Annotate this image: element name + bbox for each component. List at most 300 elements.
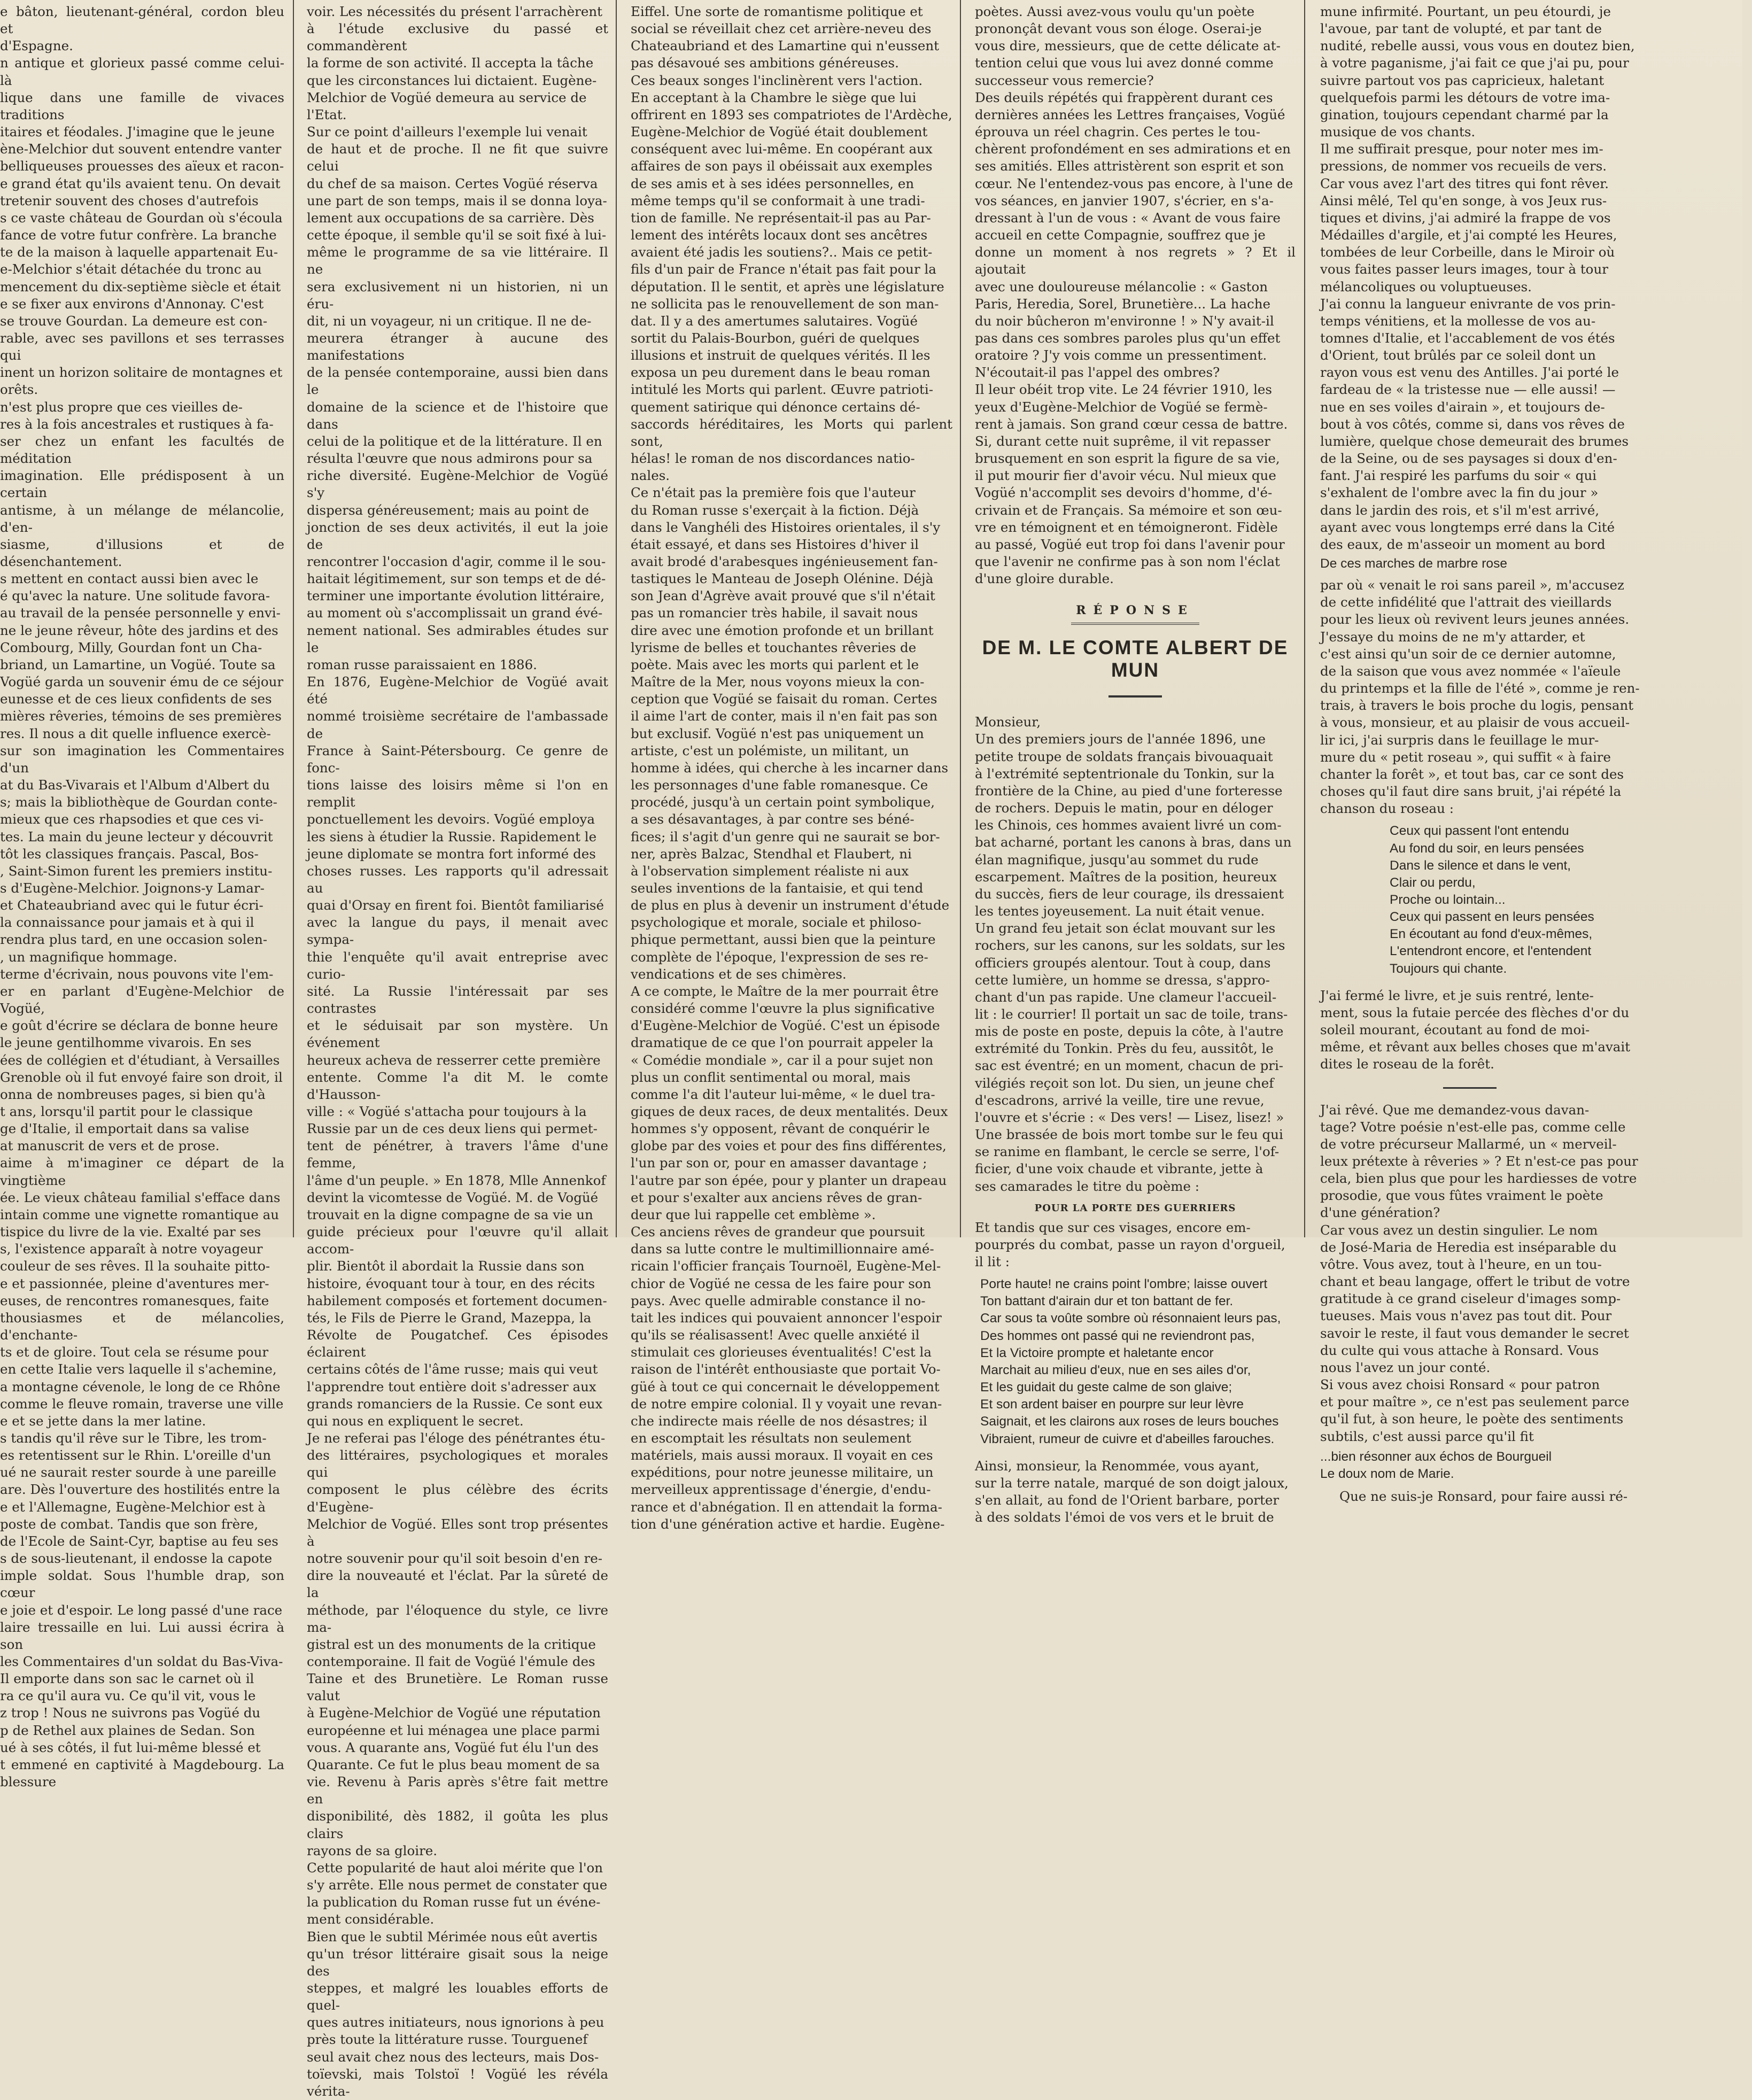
text-line: escarpement. Maîtres de la position, heureux [975,869,1277,885]
text-line: éprouva un réel chagrin. Ces pertes le tou- [975,124,1261,140]
text-line: pas un romancier très habile, il savait nous [631,605,918,621]
text-line: Vibraient, rumeur de cuivre et d'abeilles farouches. [980,1431,1275,1446]
text-line: de la saison que vous avez nommée « l'aïeule [1320,663,1621,679]
text-line: ville : « Vogüé s'attacha pour toujours à la [307,1104,587,1119]
text-line: donne un moment à nos regrets » ? Et il ajoutait [975,244,1296,277]
text-line: crivain et de Français. Sa mémoire et son œu- [975,502,1282,518]
text-line: fils d'un pair de France n'était pas fait pour la [631,261,936,277]
text-line: Cette popularité de haut aloi mérite que l'on [307,1859,603,1876]
text-line: disponibilité, dès 1882, il goûta les plus clairs [307,1808,608,1841]
section-heading-reponse: RÉPONSE [1071,603,1199,625]
text-line: du succès, fiers de leur courage, ils dressaient [975,886,1284,902]
text-line: les Commentaires d'un soldat du Bas-Viva- [0,1654,283,1669]
verse-tail [1320,1448,1737,1483]
text-line: Maître de la Mer, nous voyons mieux la con- [631,674,925,690]
text-line: d'une génération? [1320,1205,1440,1221]
text-line: sur son imagination les Commentaires d'un [0,742,284,776]
text-line: saccords héréditaires, les Morts qui parlent sont, [631,416,952,449]
text-line: J'ai fermé le livre, et je suis rentré, lente- [1320,987,1594,1003]
text-line: de cette infidélité que l'attrait des vieillards [1320,594,1612,610]
text-line: ques autres initiateurs, nous ignorions à peu [307,2014,604,2031]
text-line: Dans le silence et dans le vent, [1390,858,1571,873]
text-line: ée. Le vieux château familial s'efface dans [0,1189,281,1205]
text-line: vie. Revenu à Paris après s'être fait mettre en [307,1774,608,1807]
text-line: à l'observation simplement réaliste ni aux [631,863,909,879]
text-line: de la Seine, ou de ses paysages si doux d'en- [1320,451,1617,467]
text-line: l'âme d'un peuple. » En 1878, Mlle Annenkof [307,1172,606,1188]
text-line: meurera étranger à aucune des manifestations [307,330,608,363]
quote-line: De ces marches de marbre rose [1320,556,1507,571]
text-line: pour les lieux où revivent leurs jeunes années. [1320,611,1630,627]
text-line: subtils, c'est aussi parce qu'il fit [1320,1428,1534,1444]
text-line: ment, sous la futaie percée des flèches d'or du [1320,1004,1630,1020]
text-line: avec la langue du pays, il menait avec sympa- [307,915,608,948]
text-line: cœur. Ne l'entendez-vous pas encore, à l'une de [975,175,1293,191]
text-line: güé à tout ce qui concernait le développement [631,1378,940,1394]
text-line: comme le fleuve romain, traverse une ville [0,1396,284,1412]
text-line: mières rêveries, témoins de ses premières [0,708,282,724]
text-line: N'écoutait-il pas l'appel des ombres? [975,365,1220,381]
text-line: c'est ainsi qu'un soir de ce dernier automne, [1320,646,1616,662]
text-line: d'une gloire durable. [975,571,1114,587]
text-line: s tandis qu'il rêve sur le Tibre, les trom- [0,1430,267,1446]
text-column-4 [970,0,1301,1525]
text-line: Il me suffirait presque, pour noter mes im- [1320,141,1603,157]
text-line: dites le roseau de la forêt. [1320,1056,1494,1072]
text-line: mieux que ces rhapsodies et que ces vi- [0,811,264,827]
text-line: par où « venait le roi sans pareil », m'accusez [1320,577,1624,593]
text-line: les Chinois, ces hommes avaient livré un com- [975,817,1282,833]
text-line: au travail de la pensée personnelle y envi- [0,605,281,621]
text-line: choses russes. Les rapports qu'il adressait au [307,863,608,896]
text-line: chanter la forêt », et tout bas, car ce sont des [1320,766,1624,782]
text-line: s, l'existence apparaît à notre voyageur [0,1241,263,1257]
text-line: bout à vos côtés, comme si, dans vos rêves de [1320,416,1625,432]
text-line: at du Bas-Vivarais et l'Album d'Albert du [0,777,270,793]
text-line: s ce vaste château de Gourdan où s'écoula [0,210,283,226]
text-line: avaient été jadis les soutiens?.. Mais ce petit- [631,244,933,260]
text-line: tomnes d'Italie, et l'accablement de vos étés [1320,330,1615,346]
text-line: se trouve Gourdan. La demeure est con- [0,313,268,329]
text-line: es retentissent sur le Rhin. L'oreille d'un [0,1447,272,1463]
last-paragraph: Que ne suis-je Ronsard, pour faire aussi ré- [1339,1488,1628,1504]
text-line: « Comédie mondiale », car il a pour sujet non [631,1052,934,1068]
column-5-after-separator-text [1320,1102,1737,1445]
text-line: comme l'a dit l'auteur lui-même, « le duel tra- [631,1086,935,1102]
text-line: cela, bien plus que pour les hardiesses de votre [1320,1171,1637,1187]
text-line: à des soldats l'émoi de vos vers et le bruit de [975,1509,1274,1525]
text-line: de la pensée contemporaine, aussi bien dans le [307,365,608,398]
text-line: jonction de ses deux activités, il eut la joie de [307,519,608,552]
text-line: officiers groupés alentour. Tout à coup, dans [975,955,1271,971]
text-line: s'y arrête. Elle nous permet de constater que [307,1877,608,1893]
text-line: ées de collégien et d'étudiant, à Versailles [0,1052,280,1068]
text-line: d'Orient, tout brûlés par ce soleil dont un [1320,347,1596,363]
text-line: a montagne cévenole, le long de ce Rhône [0,1378,281,1394]
text-line: leux prétexte à rêveries » ? Et n'est-ce pas pour [1320,1153,1638,1169]
text-line: e et se jette dans la mer latine. [0,1413,206,1429]
text-line: a ses désavantages, à par contre ses béné- [631,811,914,827]
text-line: certains côtés de l'âme russe; mais qui veut [307,1361,598,1377]
text-line: Ainsi, monsieur, la Renommée, vous ayant, [975,1458,1260,1474]
text-line: Bien que le subtil Mérimée nous eût avertis [307,1928,598,1944]
text-line: que les circonstances lui dictaient. Eugène- [307,72,597,88]
text-line: vilégiés reçoit son lot. Du sien, un jeune chef [975,1075,1274,1091]
text-line: l'Etat. [307,106,347,122]
text-line: du chef de sa maison. Certes Vogüé réserva [307,175,598,191]
text-line: prononçât devant vous son éloge. Oserai-je [975,21,1262,37]
text-line: Je ne referai pas l'éloge des pénétrantes étu- [307,1430,606,1446]
text-line: ponctuellement les devoirs. Vogüé employa [307,811,595,827]
text-line: euses, de rencontres romanesques, faite [0,1292,269,1308]
text-line: complète de l'époque, l'expression de ses re- [631,949,928,965]
column-rule [960,0,961,1237]
text-line: tes. La main du jeune lecteur y découvrit [0,828,273,844]
text-line: fardeau de « la tristesse nue — elle aussi! — [1320,382,1616,398]
text-line: Melchior de Vogüé. Elles sont trop présentes à [307,1516,608,1549]
text-line: ts et de gloire. Tout cela se résume pour [0,1344,269,1360]
text-line: du printemps et la fille de l'été », comme je ren- [1320,680,1640,696]
text-line: Clair ou perdu, [1390,875,1476,890]
text-line: res. Il nous a dit quelle influence exercè- [0,725,271,741]
text-line: mune infirmité. Pourtant, un peu étourdi, je [1320,4,1611,19]
text-line: trais, à travers le bois proche du logis, pensant [1320,698,1634,714]
text-line: thousiasmes et de mélancolies, d'enchante- [0,1309,284,1343]
text-line: mure du « petit roseau », qui suffit « à faire [1320,749,1611,765]
text-line: rencontrer l'occasion d'agir, comme il le sou- [307,554,606,569]
text-line: dit, ni un voyageur, ni un critique. Il ne de- [307,313,592,329]
text-line: Des deuils répétés qui frappèrent durant ces [975,89,1273,105]
text-line: tait les indices qui pouvaient annoncer l'espoir [631,1309,942,1326]
text-line: les siens à étudier la Russie. Rapidement le [307,828,597,844]
text-line: méthode, par l'éloquence du style, ce livre ma- [307,1602,608,1635]
text-line: lir ici, j'ai surpris dans le feuillage le mur- [1320,732,1599,748]
text-line: n'est plus propre que ces vieilles de- [0,399,243,415]
text-line: près toute la littérature russe. Tourguenef [307,2032,588,2048]
text-line: s de sous-lieutenant, il endosse la capote [0,1551,273,1567]
text-line: p de Rethel aux plaines de Sedan. Son [0,1722,255,1738]
text-line: intain comme une vignette romantique au [0,1206,280,1222]
poem-verse-block [980,1276,1296,1448]
text-line: Car sous ta voûte sombre où résonnaient leurs pas, [980,1311,1281,1326]
text-line: lumière, quelque chose demeurait des brumes [1320,433,1629,449]
text-line: En écoutant au fond d'eux-mêmes, [1390,927,1593,942]
text-line: l'un par son or, pour en amasser davantage ; [631,1155,927,1171]
text-line: s mettent en contact aussi bien avec le [0,571,259,587]
column-rule [616,0,617,1237]
text-line: phique permettant, aussi bien que la peinture [631,932,936,948]
text-line: vous dire, messieurs, que de cette délicate at- [975,38,1281,54]
text-line: grands romanciers de la Russie. Ce sont eux [307,1396,603,1412]
text-line: J'essaye du moins de ne m'y attarder, et [1320,629,1585,645]
text-line: ra ce qu'il aura vu. Ce qu'il vit, vous le [0,1688,256,1704]
text-line: conséquent avec lui-même. En coopérant aux [631,141,933,157]
text-line: poètes. Aussi avez-vous voulu qu'un poète [975,4,1255,19]
text-line: d'Eugène-Melchior de Vogüé. C'est un épisode [631,1018,940,1034]
text-line: l'ouvre et s'écrie : « Des vers! — Lisez, lisez! » [975,1109,1284,1125]
text-line: européenne et lui ménagea une place parmi [307,1722,600,1738]
text-line: e et passionnée, pleine d'aventures mer- [0,1275,269,1291]
text-line: belliqueuses prouesses des aïeux et racon- [0,158,284,174]
text-line: nous l'avez un jour conté. [1320,1359,1491,1375]
text-line: quement satirique qui dénonce certains dé- [631,399,920,415]
text-line: histoire, évoquant tour à tour, en des récits [307,1275,595,1291]
text-line: Et la Victoire prompte et haletante encor [980,1345,1214,1360]
text-line: roman russe paraissaient en 1886. [307,656,537,672]
text-line: musique de vos chants. [1320,124,1476,140]
text-line: chanson du roseau : [1320,801,1454,817]
text-line: domaine de la science et de l'histoire que dans [307,399,608,432]
text-line: les personnages d'une fable romanesque. Ce [631,777,928,793]
text-line: Et les guidait du geste calme de son glaive; [980,1380,1232,1395]
text-line: Un grand feu jetait son éclat mouvant sur les [975,920,1276,936]
text-line: fance de votre futur confrère. La branche [0,227,277,243]
text-line: même, et rêvant aux belles choses que m'avait [1320,1039,1631,1055]
text-line: Car vous avez un destin singulier. Le nom [1320,1222,1598,1238]
text-line: composent le plus célèbre des écrits d'Eugène- [307,1482,608,1515]
text-line: quai d'Orsay en firent foi. Bientôt familiarisé [307,897,604,913]
text-line: Au fond du soir, en leurs pensées [1390,841,1584,856]
text-line: homme à idées, qui cherche à les incarner dans [631,760,949,776]
text-line: savoir le reste, il faut vous demander le secret [1320,1325,1629,1341]
text-line: Vogüé garda un souvenir ému de ce séjour [0,674,284,690]
text-line: Grenoble où il fut envoyé faire son droit, il [0,1069,283,1085]
text-line: ué ne saurait rester sourde à une pareille [0,1464,277,1481]
text-line: sur la terre natale, marqué de son doigt jaloux, [975,1475,1289,1491]
text-line: A ce compte, le Maître de la mer pourrait être [631,983,939,999]
text-line: Saignait, et les clairons aux roses de leurs bouches [980,1414,1279,1429]
text-line: avec une douloureuse mélancolie : « Gaston [975,278,1268,295]
text-line: qu'un trésor littéraire gisait sous la neige des [307,1946,608,1979]
text-line: habilement composés et fortement documen- [307,1292,607,1308]
text-line: tretenir souvent des choses d'autrefois [0,192,259,208]
text-line: Vogüé n'accomplit ses devoirs d'homme, d'é- [975,485,1273,501]
column-4-body-text [975,731,1296,1195]
text-line: que l'avenir ne confirme pas à son nom l'éclat [975,554,1280,569]
text-line: de notre empire colonial. Il y voyait une revan- [631,1396,942,1412]
text-line: Si, durant cette nuit suprême, il vit repasser [975,433,1270,449]
text-line: quelquefois parmi les détours de votre ima- [1320,89,1610,105]
text-line: Révolte de Pougatchef. Ces épisodes éclairent [307,1327,608,1360]
text-line: plir. Bientôt il abordait la Russie dans son [307,1258,585,1274]
text-line: jeune diplomate se montra fort informé des [307,846,596,862]
text-line: rochers, sur les canons, sur les soldats, sur les [975,937,1285,954]
text-line: e goût d'écrire se déclara de bonne heure [0,1018,278,1034]
text-line: pas dans ces sombres paroles plus qu'un effet [975,330,1281,346]
text-line: tiques et divins, j'ai admiré la frappe de vos [1320,210,1611,226]
title-rule [1108,695,1162,698]
text-line: offrirent en 1893 ses compatriotes de l'Ardèche, [631,106,952,122]
text-line: Car vous avez l'art des titres qui font rêver. [1320,175,1609,191]
text-line: nudité, rebelle aussi, vous vous en doutez bien, [1320,38,1635,54]
text-line: la publication du Roman russe fut un événe- [307,1894,601,1910]
text-line: dressant à l'un de vous : « Avant de vous faire [975,210,1281,226]
text-line: Paris, Heredia, Sorel, Brunetière... La hache [975,296,1270,312]
text-line: dire avec une émotion profonde et un brillant [631,622,934,638]
text-line: social se réveillait chez cet arrière-neveu des [631,21,932,37]
text-line: pressions, de nommer vos recueils de vers. [1320,158,1607,174]
text-line: ...bien résonner aux échos de Bourgueil [1320,1449,1552,1464]
text-line: ué à ses côtés, il fut lui-même blessé et [0,1739,261,1755]
text-line: J'ai connu la langueur enivrante de vos prin- [1320,296,1616,312]
text-line: accueil en cette Compagnie, souffrez que je [975,227,1266,243]
text-line: à l'étude exclusive du passé et commandèrent [307,21,608,54]
text-line: résulta l'œuvre que nous admirons pour sa [307,451,593,467]
text-line: ficier, d'une voix chaude et vibrante, jette à [975,1161,1263,1177]
text-line: thie l'enquête qu'il avait entreprise avec curio- [307,949,608,982]
text-line: mélancoliques ou voluptueuses. [1320,278,1532,295]
column-rule [293,0,294,1237]
text-line: France à Saint-Pétersbourg. Ce genre de fonc- [307,742,608,776]
text-line: chant et beau langage, offert le tribut de votre [1320,1274,1630,1290]
text-line: imagination. Elle prédisposent à un certain [0,468,284,501]
text-line: ses amitiés. Elles attristèrent son esprit et son [975,158,1284,174]
text-line: devint la vicomtesse de Vogüé. M. de Vogüé [307,1189,599,1205]
text-line: riche diversité. Eugène-Melchior de Vogüé s'y [307,468,608,501]
text-line: il put mourir fier d'avoir vécu. Nul mieux que [975,468,1276,484]
text-line: Ceux qui passent en leurs pensées [1390,910,1594,925]
text-line: nales. [631,468,670,484]
text-column-3 [625,0,957,1532]
text-line: chant d'un pas rapide. Une clameur l'accueil- [975,989,1277,1005]
roseau-verse-block [1325,823,1737,977]
text-line: rable, avec ses pavillons et ses terrasses qui [0,330,284,363]
text-line: En acceptant à la Chambre le siège que lui [631,89,917,105]
text-line: au passé, Vogüé eut trop foi dans l'avenir pour [975,536,1285,552]
text-line: matériels, mais aussi moraux. Il voyait en ces [631,1447,933,1463]
text-line: artiste, c'est un polémiste, un militant, un [631,742,909,758]
text-line: heureux acheva de resserrer cette première [307,1052,601,1068]
text-line: dispersa généreusement; mais au point de [307,502,589,518]
text-line: l'autre par son épée, pour y planter un drapeau [631,1172,947,1188]
text-line: à vous, monsieur, et au plaisir de vous accueil- [1320,715,1630,731]
text-line: raison de l'intérêt enthousiaste que portait Vo- [631,1361,941,1377]
text-line: lyrisme de belles et touchantes rêveries de [631,639,917,655]
text-line: tôt les classiques français. Pascal, Bos- [0,846,259,862]
text-line: députation. Il le sentit, et après une législature [631,278,944,295]
text-line: e joie et d'espoir. Le long passé d'une race [0,1602,283,1618]
text-line: Ces anciens rêves de grandeur que poursuit [631,1224,925,1240]
text-line: poète. Mais avec les morts qui parlent et le [631,656,919,672]
text-line: rayon vous est venu des Antilles. J'ai porté le [1320,365,1619,381]
text-line: are. Dès l'ouverture des hostilités entre la [0,1482,280,1498]
text-line: petite troupe de soldats français bivouaquait [975,748,1273,764]
text-line: chèrent profondément en ses admirations et en [975,141,1291,157]
text-line: imple soldat. Sous l'humble drap, son cœur [0,1568,284,1601]
text-line: bat acharné, portant les canons à bras, dans un [975,834,1292,850]
text-line: globe par des voies et pour des fins différentes, [631,1138,947,1154]
text-line: hommes s'y opposent, rêvant de conquérir le [631,1121,930,1137]
column-4-top-text [975,3,1296,587]
column-5-mid-text [1320,577,1737,817]
text-line: tueuses. Mais vous n'avez pas tout dit. Pour [1320,1308,1612,1324]
text-column-1 [0,0,289,1790]
text-line: Russie par un de ces deux liens qui permet- [307,1121,598,1137]
text-line: du culte qui vous attache à Ronsard. Vous [1320,1342,1599,1358]
text-line: Eugène-Melchior de Vogüé était doublement [631,124,928,140]
text-line: expéditions, pour notre jeunesse militaire, un [631,1464,934,1481]
text-line: e grand état qu'ils avaient tenu. On devait [0,175,281,191]
text-line: de haut et de proche. Il ne fit que suivre celui [307,141,608,174]
text-line: res à la fois ancestrales et rustiques à fa- [0,416,274,432]
text-line: Quarante. Ce fut le plus beau moment de sa [307,1756,600,1772]
text-line: ne sollicita pas le renouvellement de son man- [631,296,939,312]
text-line: psychologique et morale, sociale et philoso- [631,915,921,931]
text-line: Porte haute! ne crains point l'ombre; laisse ouvert [980,1277,1268,1292]
text-line: Il emporte dans son sac le carnet où il [0,1671,254,1687]
text-line: en escomptait les résultats non seulement [631,1430,911,1446]
text-line: e-Melchior s'était détachée du tronc au [0,261,262,277]
text-line: ception que Vogüé se faisait du roman. Certes [631,691,937,707]
text-line: considéré comme l'œuvre la plus significative [631,1001,935,1017]
text-line: gination, toujours cependant charmé par la [1320,106,1609,122]
text-line: ricain l'officier français Tournoël, Eugène-Mel- [631,1258,941,1274]
text-line: rayons de sa gloire. [307,1842,438,1858]
text-line: contemporaine. Il fait de Vogüé l'émule des [307,1654,595,1669]
text-line: ne le jeune rêveur, hôte des jardins et des [0,622,278,638]
text-line: tombées de leur Corbeille, dans le Miroir où [1320,244,1615,260]
text-line: frontière de la Chine, au pied d'une forteresse [975,782,1283,799]
text-line: nue en ses voiles d'airain », et toujours de- [1320,399,1605,415]
text-line: qu'ils se réalisassent! Avec quelle anxiété il [631,1327,920,1343]
text-line: s'en allait, au fond de l'Orient barbare, porter [975,1492,1280,1508]
text-line: cette époque, il semble qu'il se soit fixé à lui- [307,227,607,243]
text-line: rendra plus tard, en une occasion solen- [0,932,268,948]
text-line: terme d'écrivain, nous pouvons vite l'em- [0,966,274,982]
text-line: s'exhalent de l'ombre avec la fin du jour » [1320,485,1599,501]
text-line: Taine et des Brunetière. Le Roman russe valut [307,1671,608,1704]
text-line: de José-Maria de Heredia est inséparable du [1320,1239,1617,1255]
text-line: Médailles d'argile, et j'ai compté les Heures, [1320,227,1617,243]
text-line: Une brassée de bois mort tombe sur le feu qui [975,1127,1283,1143]
text-line: même le programme de sa vie littéraire. Il ne [307,244,608,277]
text-line: Eiffel. Une sorte de romantisme politique et [631,4,923,19]
text-line: orêts. [0,382,38,398]
text-line: ayant avec vous longtemps erré dans la Cité [1320,519,1615,535]
text-line: entente. Comme l'a dit M. le comte d'Hausson- [307,1069,608,1102]
text-line: élan magnifique, jusqu'au sommet du rude [975,851,1259,867]
poem-title: POUR LA PORTE DES GUERRIERS [1034,1202,1236,1214]
text-line: vos séances, en janvier 1907, s'écrier, en s'a- [975,192,1274,208]
text-line: gratitude à ce grand ciseleur d'images somp- [1320,1291,1621,1307]
text-line: intitulé les Morts qui parlent. Œuvre patrioti- [631,382,933,398]
text-line: d'escadrons, arrivé la veille, tire une revue, [975,1092,1265,1108]
text-line: dans le Vanghéli des Histoires orientales, il s'y [631,519,941,535]
text-line: à Eugène-Melchior de Vogüé une réputation [307,1705,601,1721]
text-line: d'Espagne. [0,38,73,54]
text-line: tention celui que vous lui avez donné comme [975,55,1274,71]
text-line: Ton battant d'airain dur et ton battant de fer. [980,1294,1234,1309]
text-line: vôtre. Vous avez, tout à l'heure, en un tou- [1320,1256,1602,1272]
text-line: guide précieux pour l'œuvre qu'il allait accom- [307,1224,608,1257]
text-line: n antique et glorieux passé comme celui-là [0,55,284,88]
column-5-top-text [1320,3,1737,553]
text-line: Ces beaux songes l'inclinèrent vers l'action. [631,72,923,88]
text-line: voir. Les nécessités du présent l'arrachèrent [307,4,603,19]
text-line: ment considérable. [307,1911,435,1927]
text-line: de rochers. Depuis le matin, pour en déloger [975,800,1273,816]
text-line: des littéraires, psychologiques et morales qui [307,1447,608,1481]
text-line: Le doux nom de Marie. [1320,1466,1454,1481]
text-line: Et tandis que sur ces visages, encore em- [975,1219,1251,1235]
text-line: nommé troisième secrétaire de l'ambassade de [307,708,608,741]
text-line: notre souvenir pour qu'il soit besoin d'en re- [307,1551,602,1567]
text-line: à votre paganisme, j'ai fait ce que j'ai pu, pour [1320,55,1629,71]
text-line: yeux d'Eugène-Melchior de Vogüé se fermè- [975,399,1268,415]
text-line: é qu'avec la nature. Une solitude favora- [0,588,270,604]
text-line: dernières années les Lettres françaises, Vogüé [975,106,1285,122]
text-line: les tentes joyeusement. La nuit était venue. [975,903,1265,919]
